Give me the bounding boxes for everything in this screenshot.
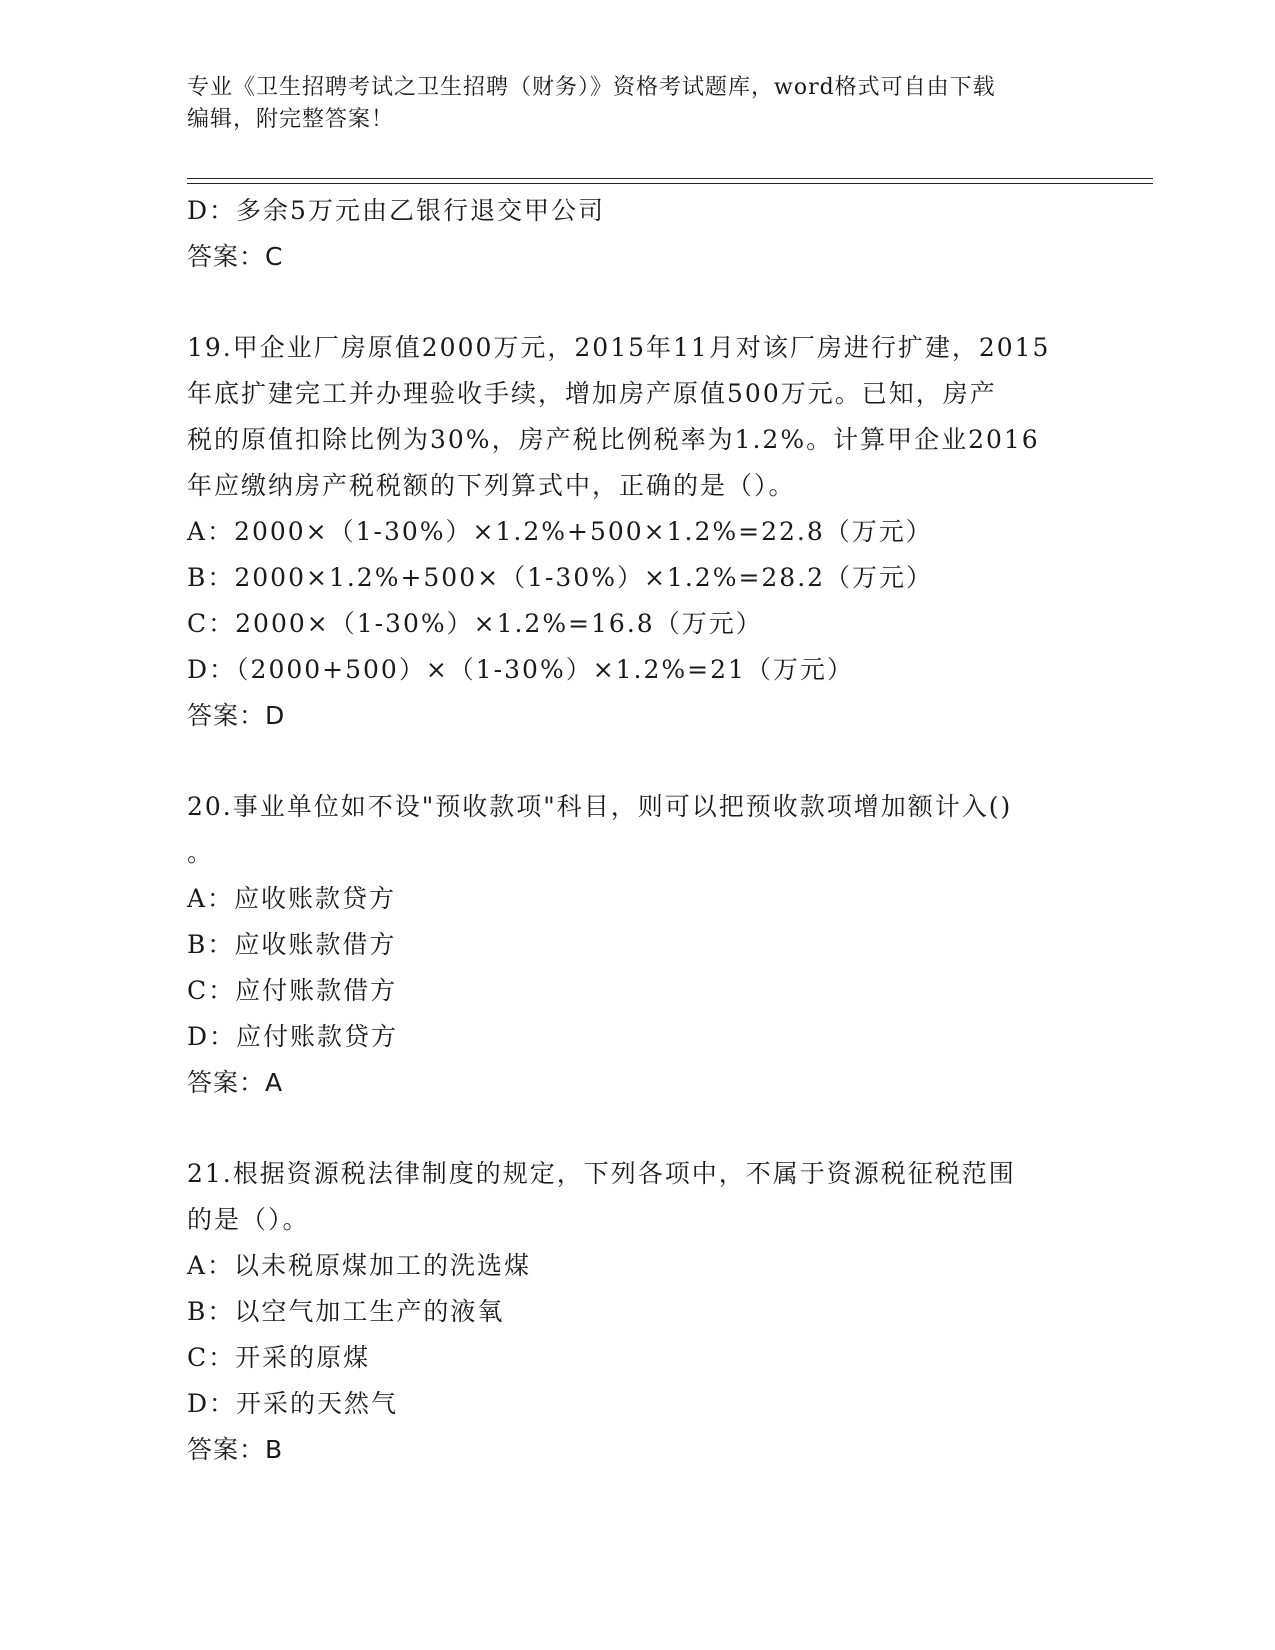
option-b: B：应收账款借方 — [187, 930, 397, 959]
option-c: C：2000×（1-30%）×1.2%=16.8（万元） — [187, 609, 763, 638]
answer-line: 答案：A — [187, 1068, 284, 1097]
question-19 — [187, 325, 1087, 739]
question-21 — [187, 1151, 1087, 1473]
question-text-line: 。 — [187, 838, 215, 867]
header-divider-top — [187, 178, 1153, 179]
question-text-line: 年底扩建完工并办理验收手续，增加房产原值500万元。已知，房产 — [187, 379, 997, 408]
option-d: D：（2000+500）×（1-30%）×1.2%=21（万元） — [187, 655, 854, 684]
option-a: A：应收账款贷方 — [187, 884, 397, 913]
option-b: B：2000×1.2%+500×（1-30%）×1.2%=28.2（万元） — [187, 563, 934, 592]
answer-line: 答案：D — [187, 701, 286, 730]
question-text-line: 年应缴纳房产税税额的下列算式中，正确的是（）。 — [187, 471, 796, 500]
header-line-2: 编辑，附完整答案！ — [187, 107, 395, 132]
option-b: B：以空气加工生产的液氧 — [187, 1297, 505, 1326]
document-body — [187, 188, 1087, 1473]
spacer — [187, 739, 1087, 784]
question-text-line: 19.甲企业厂房原值2000万元，2015年11月对该厂房进行扩建，2015 — [187, 333, 1051, 362]
document-header — [187, 72, 1087, 136]
header-divider-bottom — [187, 183, 1153, 184]
question-text-line: 的是（）。 — [187, 1205, 310, 1234]
option-c: C：开采的原煤 — [187, 1343, 371, 1372]
question-text-line: 税的原值扣除比例为30%，房产税比例税率为1.2%。计算甲企业2016 — [187, 425, 1040, 454]
option-c: C：应付账款借方 — [187, 976, 398, 1005]
answer-line: 答案：C — [187, 242, 284, 271]
option-d: D：应付账款贷方 — [187, 1022, 399, 1051]
option-a: A：以未税原煤加工的洗选煤 — [187, 1251, 532, 1280]
header-line-1: 专业《卫生招聘考试之卫生招聘（财务）》资格考试题库，word格式可自由下载 — [187, 75, 996, 100]
previous-question-tail — [187, 188, 1087, 280]
question-20 — [187, 784, 1087, 1106]
option-a: A：2000×（1-30%）×1.2%+500×1.2%=22.8（万元） — [187, 517, 933, 546]
option-d: D：开采的天然气 — [187, 1389, 399, 1418]
question-text-line: 21.根据资源税法律制度的规定，下列各项中，不属于资源税征税范围 — [187, 1159, 1016, 1188]
question-text-line: 20.事业单位如不设"预收款项"科目，则可以把预收款项增加额计入() — [187, 792, 1013, 821]
option-d: D：多余5万元由乙银行退交甲公司 — [187, 196, 605, 225]
spacer — [187, 1106, 1087, 1151]
answer-line: 答案：B — [187, 1435, 284, 1464]
spacer — [187, 280, 1087, 325]
